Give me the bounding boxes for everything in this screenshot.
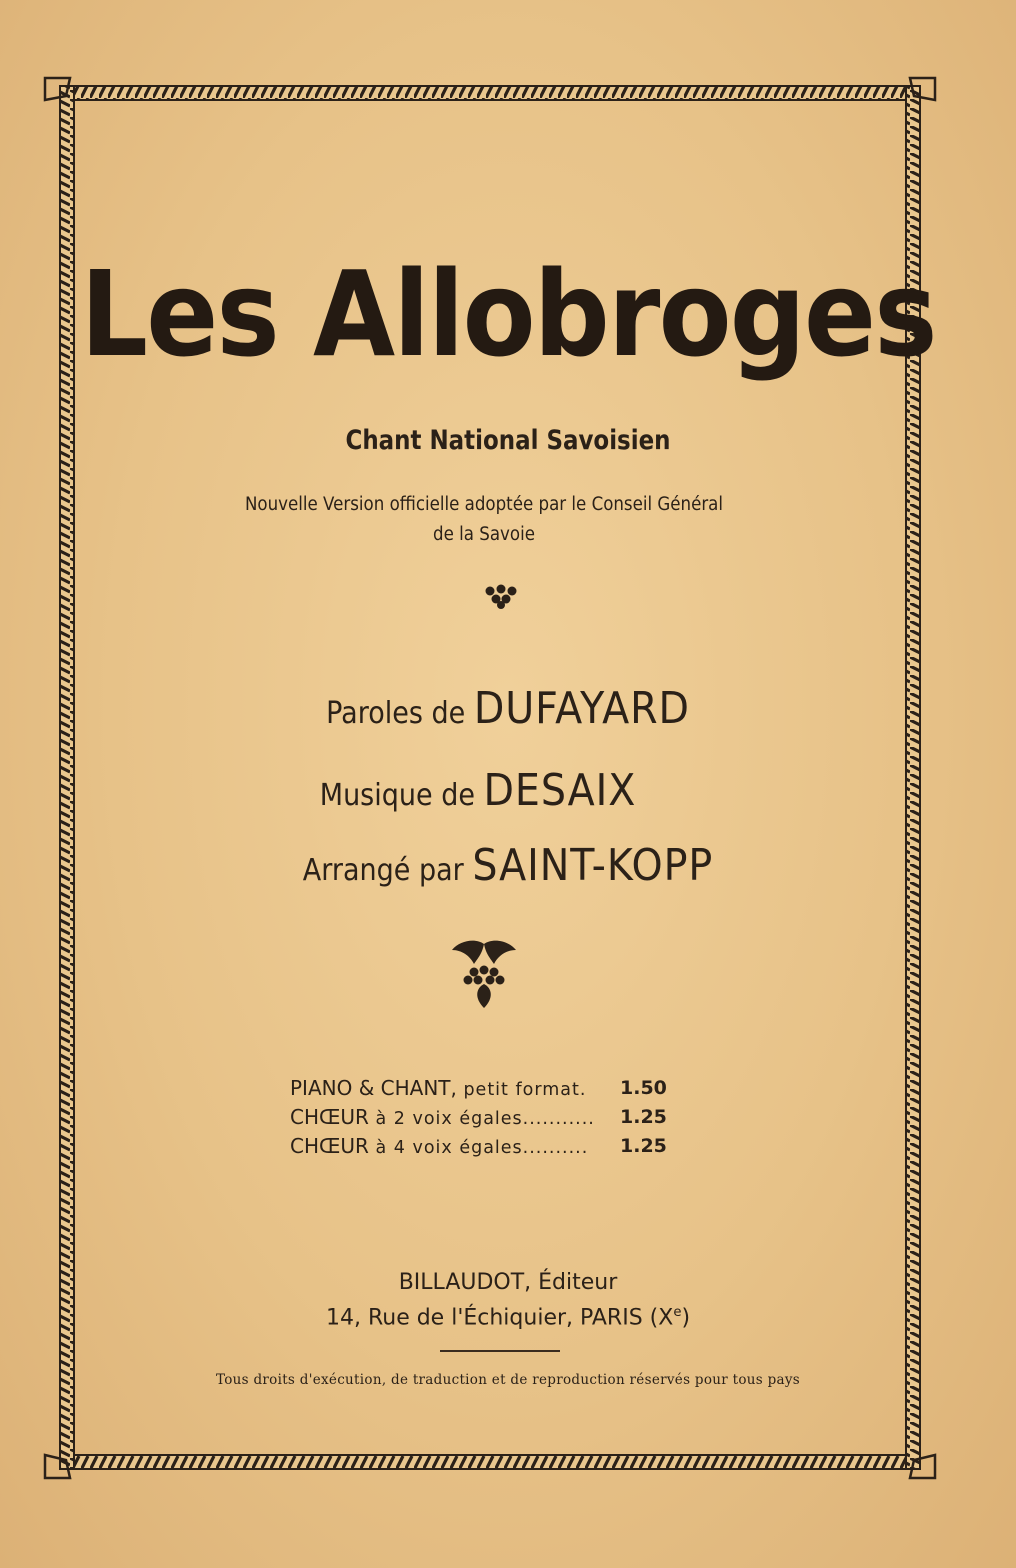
address-main: 14, Rue de l'Échiquier, PARIS (X xyxy=(325,1305,674,1331)
price-row xyxy=(290,1133,690,1162)
note-line-1: Nouvelle Version officielle adoptée par le Conseil Général xyxy=(244,494,724,515)
credit-name: DESAIX xyxy=(483,765,637,816)
price-list xyxy=(290,1075,690,1162)
credit-lyrics xyxy=(51,683,965,734)
address-end: ) xyxy=(681,1305,691,1331)
edition-name: CHŒUR xyxy=(290,1105,369,1129)
credit-prefix: Paroles de xyxy=(326,696,466,731)
credit-arrangement xyxy=(51,840,965,891)
credit-name: DUFAYARD xyxy=(473,683,690,734)
vine-leaf-grapes-icon xyxy=(448,938,520,1010)
credit-name: SAINT-KOPP xyxy=(472,840,714,891)
edition-price: 1.50 xyxy=(620,1077,667,1099)
price-row xyxy=(290,1104,690,1133)
credit-prefix: Arrangé par xyxy=(302,853,464,888)
divider xyxy=(440,1350,560,1352)
edition-detail: petit format. xyxy=(456,1080,587,1100)
note-line-2: de la Savoie xyxy=(433,524,535,545)
edition-name: PIANO & CHANT, xyxy=(290,1076,457,1100)
edition-price: 1.25 xyxy=(620,1135,667,1157)
address-sup: e xyxy=(673,1305,682,1320)
page-title: Les Allobroges xyxy=(80,245,936,383)
publisher-address xyxy=(0,1305,1016,1330)
fleuron-small-icon xyxy=(484,584,518,610)
edition-name: CHŒUR xyxy=(290,1134,369,1158)
edition-detail: à 4 voix égales.......... xyxy=(368,1138,589,1158)
rights-notice: Tous droits d'exécution, de traduction et de reproduction réservés pour tous pays xyxy=(215,1372,801,1388)
credit-prefix: Musique de xyxy=(319,778,475,813)
price-row xyxy=(290,1075,690,1104)
edition-price: 1.25 xyxy=(620,1106,667,1128)
credit-music xyxy=(21,765,935,816)
edition-detail: à 2 voix égales........... xyxy=(368,1109,595,1129)
publisher: BILLAUDOT, Éditeur xyxy=(398,1270,618,1295)
subtitle: Chant National Savoisien xyxy=(345,425,671,456)
